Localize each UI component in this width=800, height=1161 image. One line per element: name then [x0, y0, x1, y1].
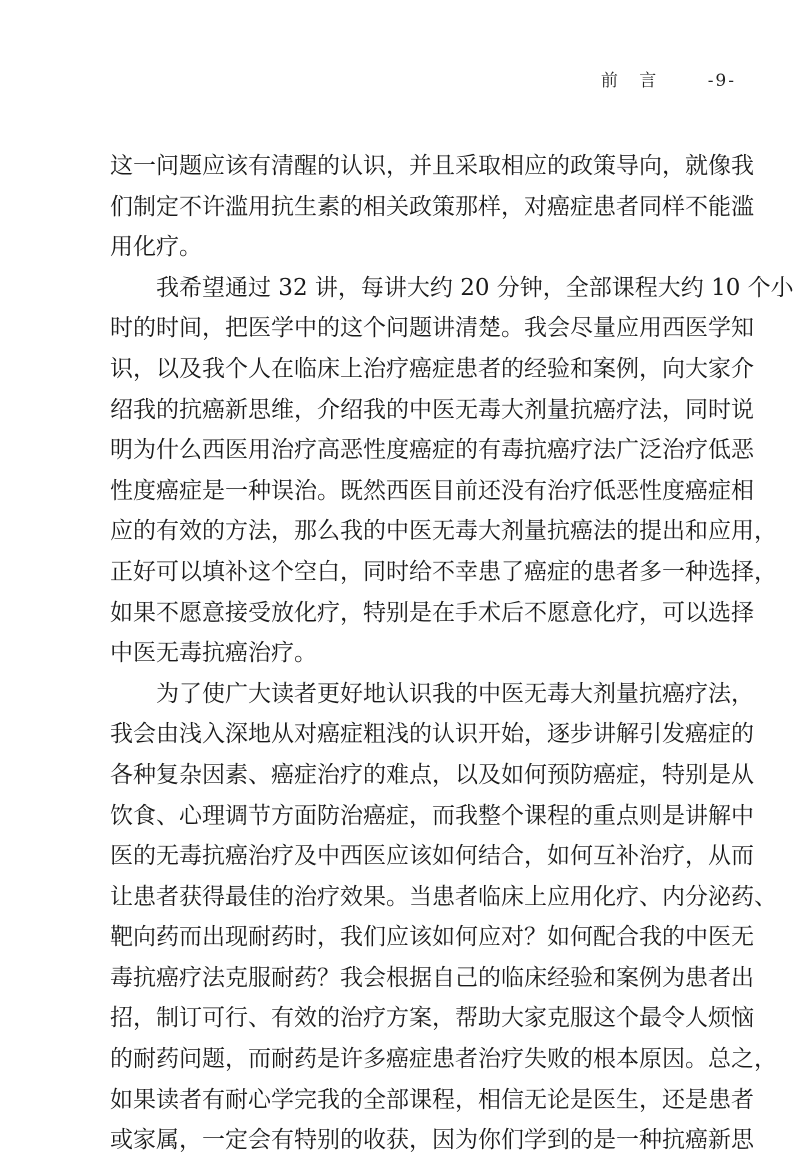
- paragraph-first-line: 为了使广大读者更好地认识我的中医无毒大剂量抗癌疗法，: [156, 680, 754, 707]
- text-line: 的耐药问题，而耐药是许多癌症患者治疗失败的根本原因。总之，: [110, 1046, 777, 1073]
- running-header: [601, 66, 736, 91]
- section-title: 前 言: [600, 71, 665, 91]
- text-line: 应的有效的方法，那么我的中医无毒大剂量抗癌法的提出和应用，: [110, 518, 777, 545]
- text-line: 饮食、心理调节方面防治癌症，而我整个课程的重点则是讲解中: [110, 802, 754, 829]
- text-line: 这一问题应该有清醒的认识，并且采取相应的政策导向，就像我: [110, 153, 754, 179]
- text-line: 中医无毒抗癌治疗。: [110, 640, 317, 667]
- text-line: 医的无毒抗癌治疗及中西医应该如何结合，如何互补治疗，从而: [110, 843, 754, 870]
- text-line: 我会由浅入深地从对癌症粗浅的认识开始，逐步讲解引发癌症的: [110, 721, 754, 748]
- text-line: 们制定不许滥用抗生素的相关政策那样，对癌症患者同样不能滥: [110, 193, 754, 220]
- text-line: 性度癌症是一种误治。既然西医目前还没有治疗低恶性度癌症相: [110, 477, 754, 504]
- body-text: [110, 146, 794, 1161]
- text-line: 或家属，一定会有特别的收获，因为你们学到的是一种抗癌新思: [110, 1127, 754, 1154]
- text-line: 如果读者有耐心学完我的全部课程，相信无论是医生，还是患者: [110, 1086, 754, 1113]
- text-line: 靶向药而出现耐药时，我们应该如何应对？如何配合我的中医无: [110, 924, 754, 951]
- text-line: 绍我的抗癌新思维，介绍我的中医无毒大剂量抗癌疗法，同时说: [110, 396, 754, 423]
- text-line: 正好可以填补这个空白，同时给不幸患了癌症的患者多一种选择，: [110, 558, 777, 585]
- text-line: 时的时间，把医学中的这个问题讲清楚。我会尽量应用西医学知: [110, 315, 754, 342]
- text-line: 招，制订可行、有效的治疗方案，帮助大家克服这个最令人烦恼: [110, 1005, 754, 1032]
- text-line: 如果不愿意接受放化疗，特别是在手术后不愿意化疗，可以选择: [110, 599, 754, 626]
- text-line: 毒抗癌疗法克服耐药？我会根据自己的临床经验和案例为患者出: [110, 964, 754, 991]
- text-line: 各种复杂因素、癌症治疗的难点，以及如何预防癌症，特别是从: [110, 761, 754, 788]
- text-line: 让患者获得最佳的治疗效果。当患者临床上应用化疗、内分泌药、: [110, 883, 777, 910]
- page-number: -9-: [707, 71, 736, 91]
- text-line: 明为什么西医用治疗高恶性度癌症的有毒抗癌疗法广泛治疗低恶: [110, 437, 754, 464]
- paragraph-first-line: 我希望通过 32 讲，每讲大约 20 分钟，全部课程大约 10 个小: [156, 274, 794, 301]
- text-line: 用化疗。: [110, 234, 202, 261]
- text-line: 识，以及我个人在临床上治疗癌症患者的经验和案例，向大家介: [110, 355, 754, 382]
